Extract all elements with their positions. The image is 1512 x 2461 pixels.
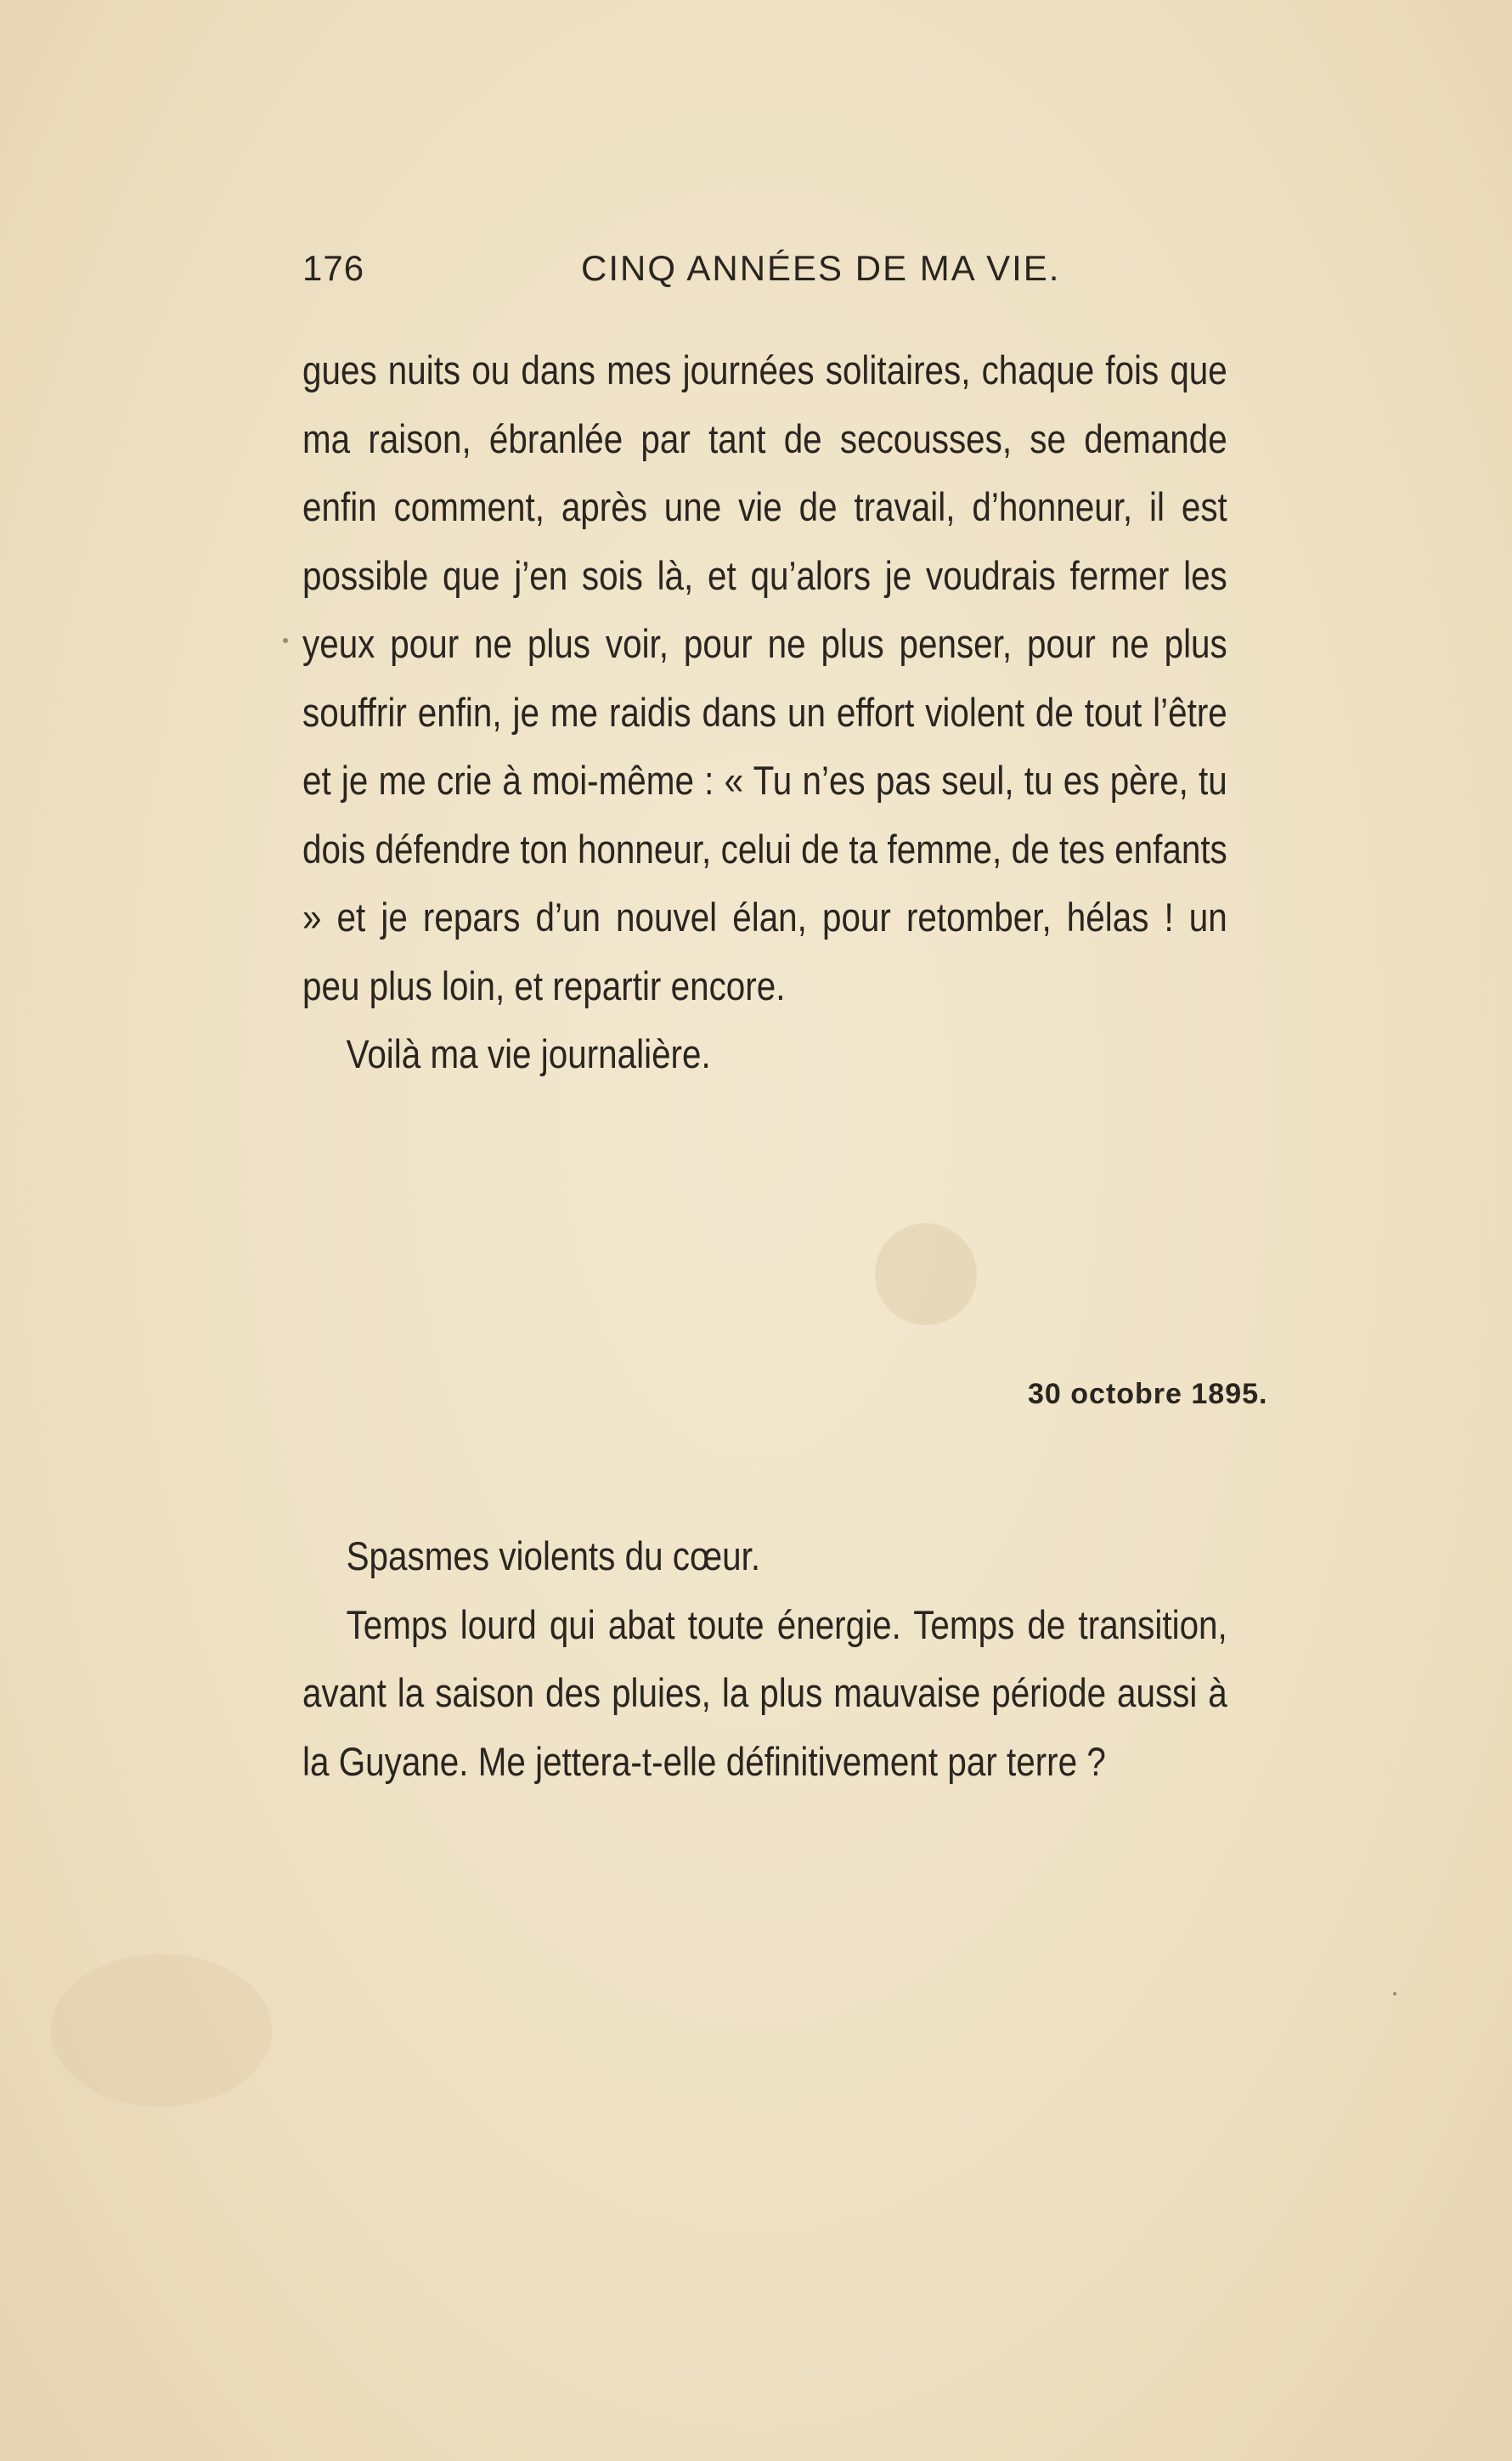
text-block-lower: [302, 1522, 1227, 1796]
paper-stain: [875, 1223, 977, 1325]
running-title: CINQ ANNÉES DE MA VIE.: [581, 248, 1061, 288]
paper-speck: [283, 638, 288, 643]
paragraph: Temps lourd qui abat toute énergie. Temps de transition, avant la saison des pluies, la plus mauvaise période aussi à la Guyane. Me jettera-t-elle définitivement par terre ?: [302, 1601, 1227, 1784]
entry-date: 30 octobre 1895.: [1028, 1378, 1268, 1410]
paper-speck: [1393, 1992, 1396, 1995]
page-number: 176: [302, 248, 365, 288]
running-header: [302, 248, 1154, 299]
paper-stain: [51, 1954, 272, 2107]
paragraph: Voilà ma vie journalière.: [346, 1031, 711, 1076]
paragraph: gues nuits ou dans mes journées solitaires, chaque fois que ma raison, ébranlée par tant de secousses, se demande enfin comment, après une vie de travail, d’honneur, il est possible que j’en sois là, et qu’alors je voudrais fermer les yeux pour ne plus voir, pour ne plus penser, pour ne plus souffrir enfin, je me raidis dans un effort violent de tout l’être et je me crie à moi-même : « Tu n’es pas seul, tu es père, tu dois défendre ton honneur, celui de ta femme, de tes enfants » et je repars d’un nouvel élan, pour retomber, hélas ! un peu plus loin, et repartir encore.: [302, 347, 1227, 1008]
text-block-upper: [302, 336, 1227, 1089]
paragraph: Spasmes violents du cœur.: [346, 1533, 761, 1578]
